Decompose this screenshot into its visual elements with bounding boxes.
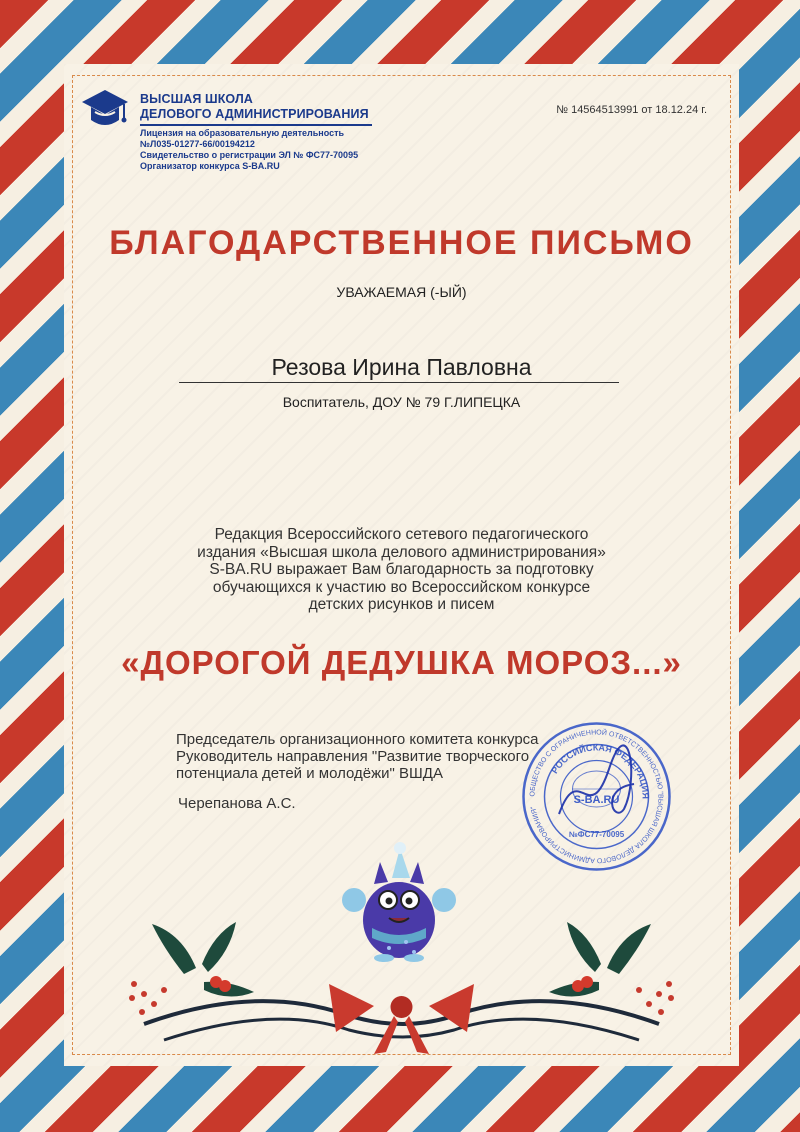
seal-inner-text: РОССИЙСКАЯ ФЕДЕРАЦИЯ xyxy=(549,742,651,800)
license-text: Лицензия на образовательную деятельность xyxy=(140,128,345,138)
body-line: Редакция Всероссийского сетевого педагогического xyxy=(214,526,589,543)
org-credentials xyxy=(140,128,358,172)
org-name-line2: ДЕЛОВОГО АДМИНИСТРИРОВАНИЯ xyxy=(140,107,369,121)
org-name xyxy=(140,92,369,122)
graduation-cap-icon xyxy=(80,84,130,134)
letter-title: БЛАГОДАРСТВЕННОЕ ПИСЬМО xyxy=(109,224,694,262)
seal-center-text: S-BA.RU xyxy=(573,794,620,806)
holly-bow-decoration xyxy=(104,894,699,1054)
greeting: УВАЖАЕМАЯ (-ЫЙ) xyxy=(336,284,467,300)
contest-name: «ДОРОГОЙ ДЕДУШКА МОРОЗ...» xyxy=(121,644,682,681)
organizer-text: Организатор конкурса S-BA.RU xyxy=(140,161,280,171)
body-line: обучающихся к участию во Всероссийском конкурсе xyxy=(212,578,591,596)
body-line: S-BA.RU выражает Вам благодарность за подготовку xyxy=(209,561,594,578)
recipient-name: Резова Ирина Павловна xyxy=(271,354,532,380)
license-number: №Л035-01277-66/00194212 xyxy=(140,139,255,149)
signature-line: потенциала детей и молодёжи" ВШДА xyxy=(176,765,443,782)
document-number: № 14564513991 от 18.12.24 г. xyxy=(556,104,707,116)
org-divider xyxy=(140,124,372,126)
body-line: издания «Высшая школа делового администрирования» xyxy=(197,543,606,561)
body-paragraph xyxy=(64,526,739,614)
registration-text: Свидетельство о регистрации ЭЛ № ФС77-70095 xyxy=(140,150,359,160)
signature-line: Руководитель направления "Развитие творческого xyxy=(176,748,530,765)
recipient-position: Воспитатель, ДОУ № 79 Г.ЛИПЕЦКА xyxy=(282,394,521,410)
name-underline xyxy=(179,382,619,383)
letter-sheet xyxy=(64,64,739,1066)
signature-line: Председатель организационного комитета конкурса xyxy=(176,731,539,748)
signer-name: Черепанова А.С. xyxy=(178,795,296,812)
official-seal xyxy=(519,719,674,874)
seal-number-text: №ФС77-70095 xyxy=(568,830,625,839)
signature-block xyxy=(176,731,539,782)
body-line: детских рисунков и писем xyxy=(308,596,495,613)
org-name-line1: ВЫСШАЯ ШКОЛА xyxy=(140,92,253,106)
seal-outer-text: ОБЩЕСТВО С ОГРАНИЧЕННОЙ ОТВЕТСТВЕННОСТЬЮ "ВЫСШАЯ ШКОЛА ДЕЛОВОГО АДМИНИСТРИРОВАНИЯ" xyxy=(529,729,664,864)
